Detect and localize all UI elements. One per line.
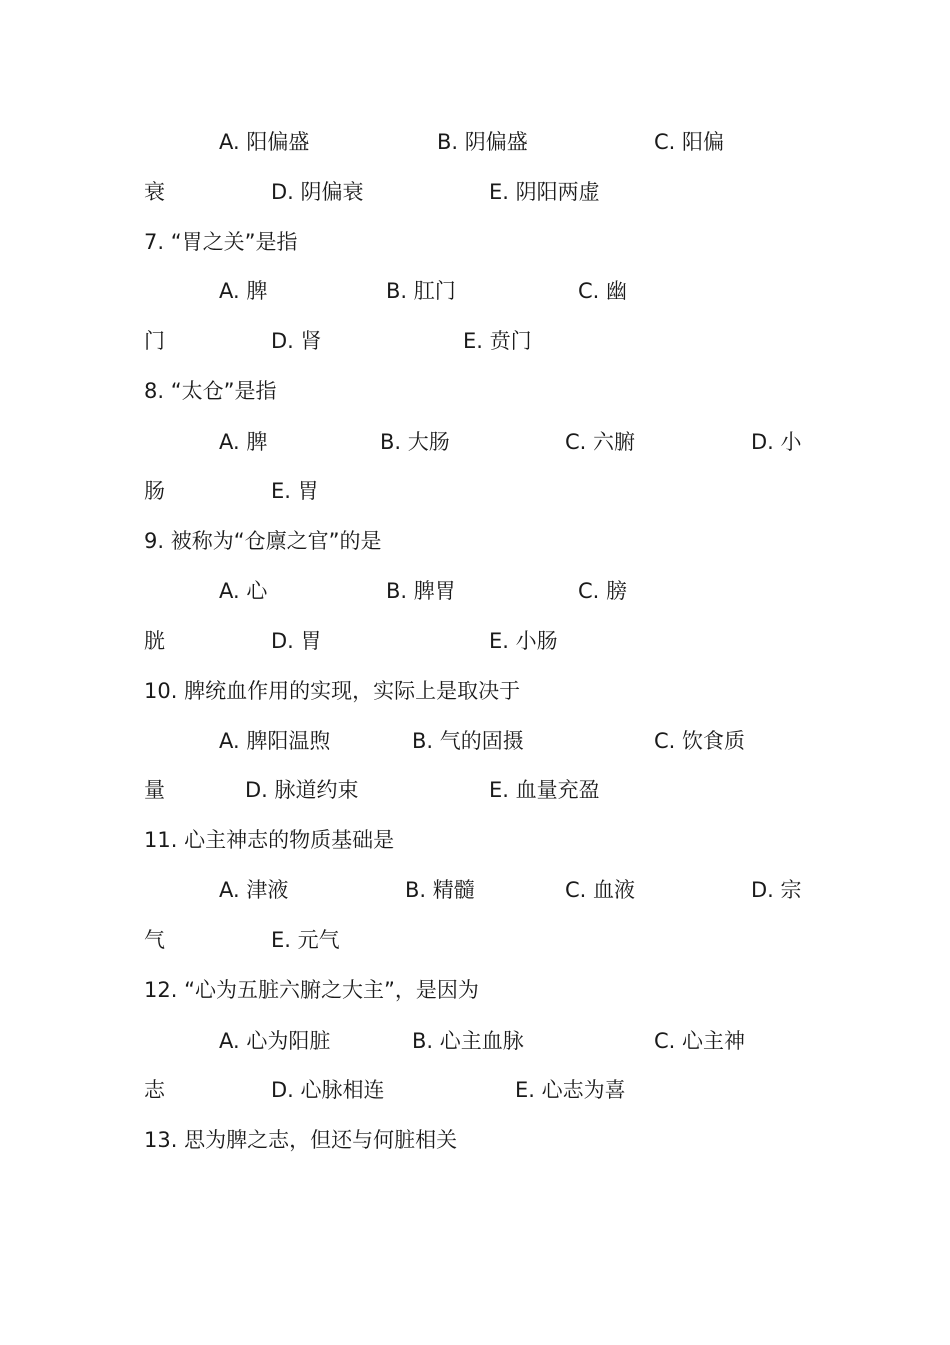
- q11-option-e: E. 元气: [271, 928, 340, 952]
- q8-option-b: B. 大肠: [380, 430, 450, 454]
- q12-option-b: B. 心主血脉: [412, 1029, 524, 1053]
- q6-option-c-wrap: 衰: [144, 180, 165, 204]
- q7-stem: 7. “胃之关”是指: [144, 230, 298, 254]
- q9-stem: 9. 被称为“仓廪之官”的是: [144, 529, 382, 553]
- q11-option-d: D. 宗: [751, 878, 802, 902]
- q8-option-e: E. 胃: [271, 479, 319, 503]
- q12-stem: 12. “心为五脏六腑之大主”，是因为: [144, 978, 479, 1002]
- q11-option-d-wrap: 气: [144, 928, 165, 952]
- q6-option-e: E. 阴阳两虚: [489, 180, 600, 204]
- q10-option-a: A. 脾阳温煦: [219, 729, 331, 753]
- q10-stem: 10. 脾统血作用的实现，实际上是取决于: [144, 679, 521, 703]
- q8-option-d-wrap: 肠: [144, 479, 165, 503]
- q9-option-d: D. 胃: [271, 629, 322, 653]
- q9-option-c: C. 膀: [578, 579, 628, 603]
- q7-option-e: E. 贲门: [463, 329, 532, 353]
- q12-option-c: C. 心主神: [654, 1029, 746, 1053]
- q11-stem: 11. 心主神志的物质基础是: [144, 828, 395, 852]
- q12-option-c-wrap: 志: [144, 1078, 165, 1102]
- q7-option-d: D. 肾: [271, 329, 322, 353]
- q10-option-c-wrap: 量: [144, 778, 165, 802]
- q9-option-c-wrap: 胱: [144, 629, 165, 653]
- q6-option-c: C. 阳偏: [654, 130, 725, 154]
- q9-option-a: A. 心: [219, 579, 268, 603]
- q11-option-c: C. 血液: [565, 878, 636, 902]
- q10-option-b: B. 气的固摄: [412, 729, 524, 753]
- q10-option-c: C. 饮食质: [654, 729, 746, 753]
- q9-option-e: E. 小肠: [489, 629, 558, 653]
- q6-option-b: B. 阴偏盛: [437, 130, 528, 154]
- q8-option-c: C. 六腑: [565, 430, 636, 454]
- q7-option-c-wrap: 门: [144, 329, 165, 353]
- q8-option-d: D. 小: [751, 430, 802, 454]
- q9-option-b: B. 脾胃: [386, 579, 456, 603]
- q10-option-e: E. 血量充盈: [489, 778, 600, 802]
- q7-option-c: C. 幽: [578, 279, 628, 303]
- q6-option-d: D. 阴偏衰: [271, 180, 364, 204]
- q7-option-a: A. 脾: [219, 279, 268, 303]
- q7-option-b: B. 肛门: [386, 279, 456, 303]
- q13-stem: 13. 思为脾之志，但还与何脏相关: [144, 1128, 458, 1152]
- q8-option-a: A. 脾: [219, 430, 268, 454]
- q12-option-a: A. 心为阳脏: [219, 1029, 331, 1053]
- q12-option-e: E. 心志为喜: [515, 1078, 626, 1102]
- q10-option-d: D. 脉道约束: [245, 778, 359, 802]
- q6-option-a: A. 阳偏盛: [219, 130, 310, 154]
- q8-stem: 8. “太仓”是指: [144, 379, 277, 403]
- q11-option-b: B. 精髓: [405, 878, 475, 902]
- q11-option-a: A. 津液: [219, 878, 289, 902]
- q12-option-d: D. 心脉相连: [271, 1078, 385, 1102]
